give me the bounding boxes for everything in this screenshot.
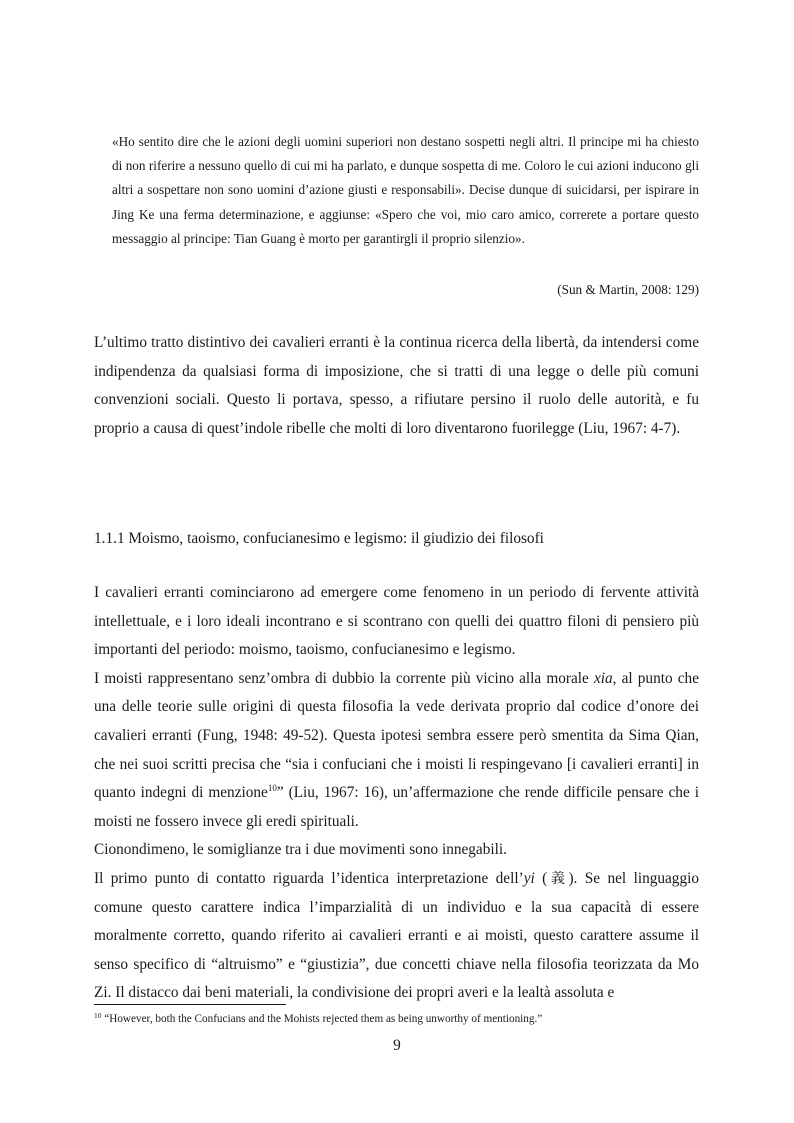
text-run: ( <box>534 869 548 887</box>
footnote-separator <box>94 1004 286 1005</box>
paragraph-liberty-text: L’ultimo tratto distintivo dei cavalieri erranti è la continua ricerca della libertà, da intendersi come indipendenza da qualsiasi forma di imposizione, che si tratti di una legge o delle più comuni convenzioni sociali. Questo li portava, spesso, a rifiutare persino il ruolo delle autorità, e fu proprio a causa di quest’indole ribelle che molti di loro diventarono fuorilegge (Liu, 1967: 4-7). <box>94 334 699 437</box>
text-run: ). Se nel linguaggio comune questo carattere indica l’imparzialità di un individuo e la sua capacità di essere moralmente corretto, quando riferito ai cavalieri erranti e ai moisti, questo carattere assume il senso specifico di “altruismo” e “giustizia”, due concetti chiave nella filosofia teorizzata da Mo Zi. Il distacco dai beni materiali, la condivisione dei propri averi e la lealtà assoluta e <box>94 869 700 1002</box>
text-run: Il primo punto di contatto riguarda l’identica interpretazione dell’ <box>94 869 524 887</box>
text-run: ” (Liu, 1967: 16), un’affermazione che rende difficile pensare che i moisti ne fossero invece gli eredi spirituali. <box>94 784 699 830</box>
section-heading: 1.1.1 Moismo, taoismo, confucianesimo e legismo: il giudizio dei filosofi <box>94 530 544 547</box>
spacer <box>94 554 699 579</box>
footnote-text: “However, both the Confucians and the Mohists rejected them as being unworthy of mentioning.” <box>101 1013 543 1025</box>
footnote-number: 10 <box>94 1011 102 1020</box>
quote-citation: (Sun & Martin, 2008: 129) <box>557 282 699 297</box>
block-quote-text: «Ho sentito dire che le azioni degli uomini superiori non destano sospetti negli altri. Il principe mi ha chiesto di non riferire a nessuno quello di cui mi ha parlato, e dunque sospetta di me. Coloro le cui azioni inducono gli altri a sospettare non sono uomini d’azione giusti e responsabili». Decise dunque di suicidarsi, per ispirare in Jing Ke una ferma determinazione, e aggiunse: «Spero che voi, mio caro amico, correrete a portare questo messaggio al principe: Tian Guang è morto per garantirgli il proprio silenzio». <box>112 134 699 246</box>
block-quote <box>112 130 699 251</box>
text-run: I moisti rappresentano senz’ombra di dubbio la corrente più vicino alla morale <box>94 669 594 687</box>
body-paragraph-2 <box>94 665 699 837</box>
footnote <box>94 1011 699 1027</box>
body-paragraph-3: Cionondimeno, le somiglianze tra i due movimenti sono innegabili. <box>94 841 507 859</box>
chinese-character: 義 <box>547 870 569 887</box>
paragraph-liberty <box>94 329 699 443</box>
body-paragraph-1: I cavalieri erranti cominciarono ad emergere come fenomeno in un periodo di fervente attività intellettuale, e i loro ideali incontrano e si scontrano con quelli dei quattro filoni di pensiero più importanti del periodo: moismo, taoismo, confucianesimo e legismo. <box>94 584 699 659</box>
page-number: 9 <box>393 1037 401 1054</box>
section-body <box>94 554 699 1008</box>
body-paragraph-4 <box>94 865 699 1008</box>
footnote-reference[interactable]: 10 <box>267 783 277 794</box>
text-run: , al punto che una delle teorie sulle origini di questa filosofia la vede derivata proprio dal codice d’onore dei cavalieri erranti (Fung, 1948: 49-52). Questa ipotesi sembra essere però smentita da Sima Qian, che nei suoi scritti precisa che “sia i confuciani che i moisti li respingevano [i cavalieri erranti] in quanto indegni di menzione <box>94 669 699 802</box>
italic-term-xia: xia <box>593 669 613 687</box>
italic-term-yi: yi <box>523 869 535 887</box>
